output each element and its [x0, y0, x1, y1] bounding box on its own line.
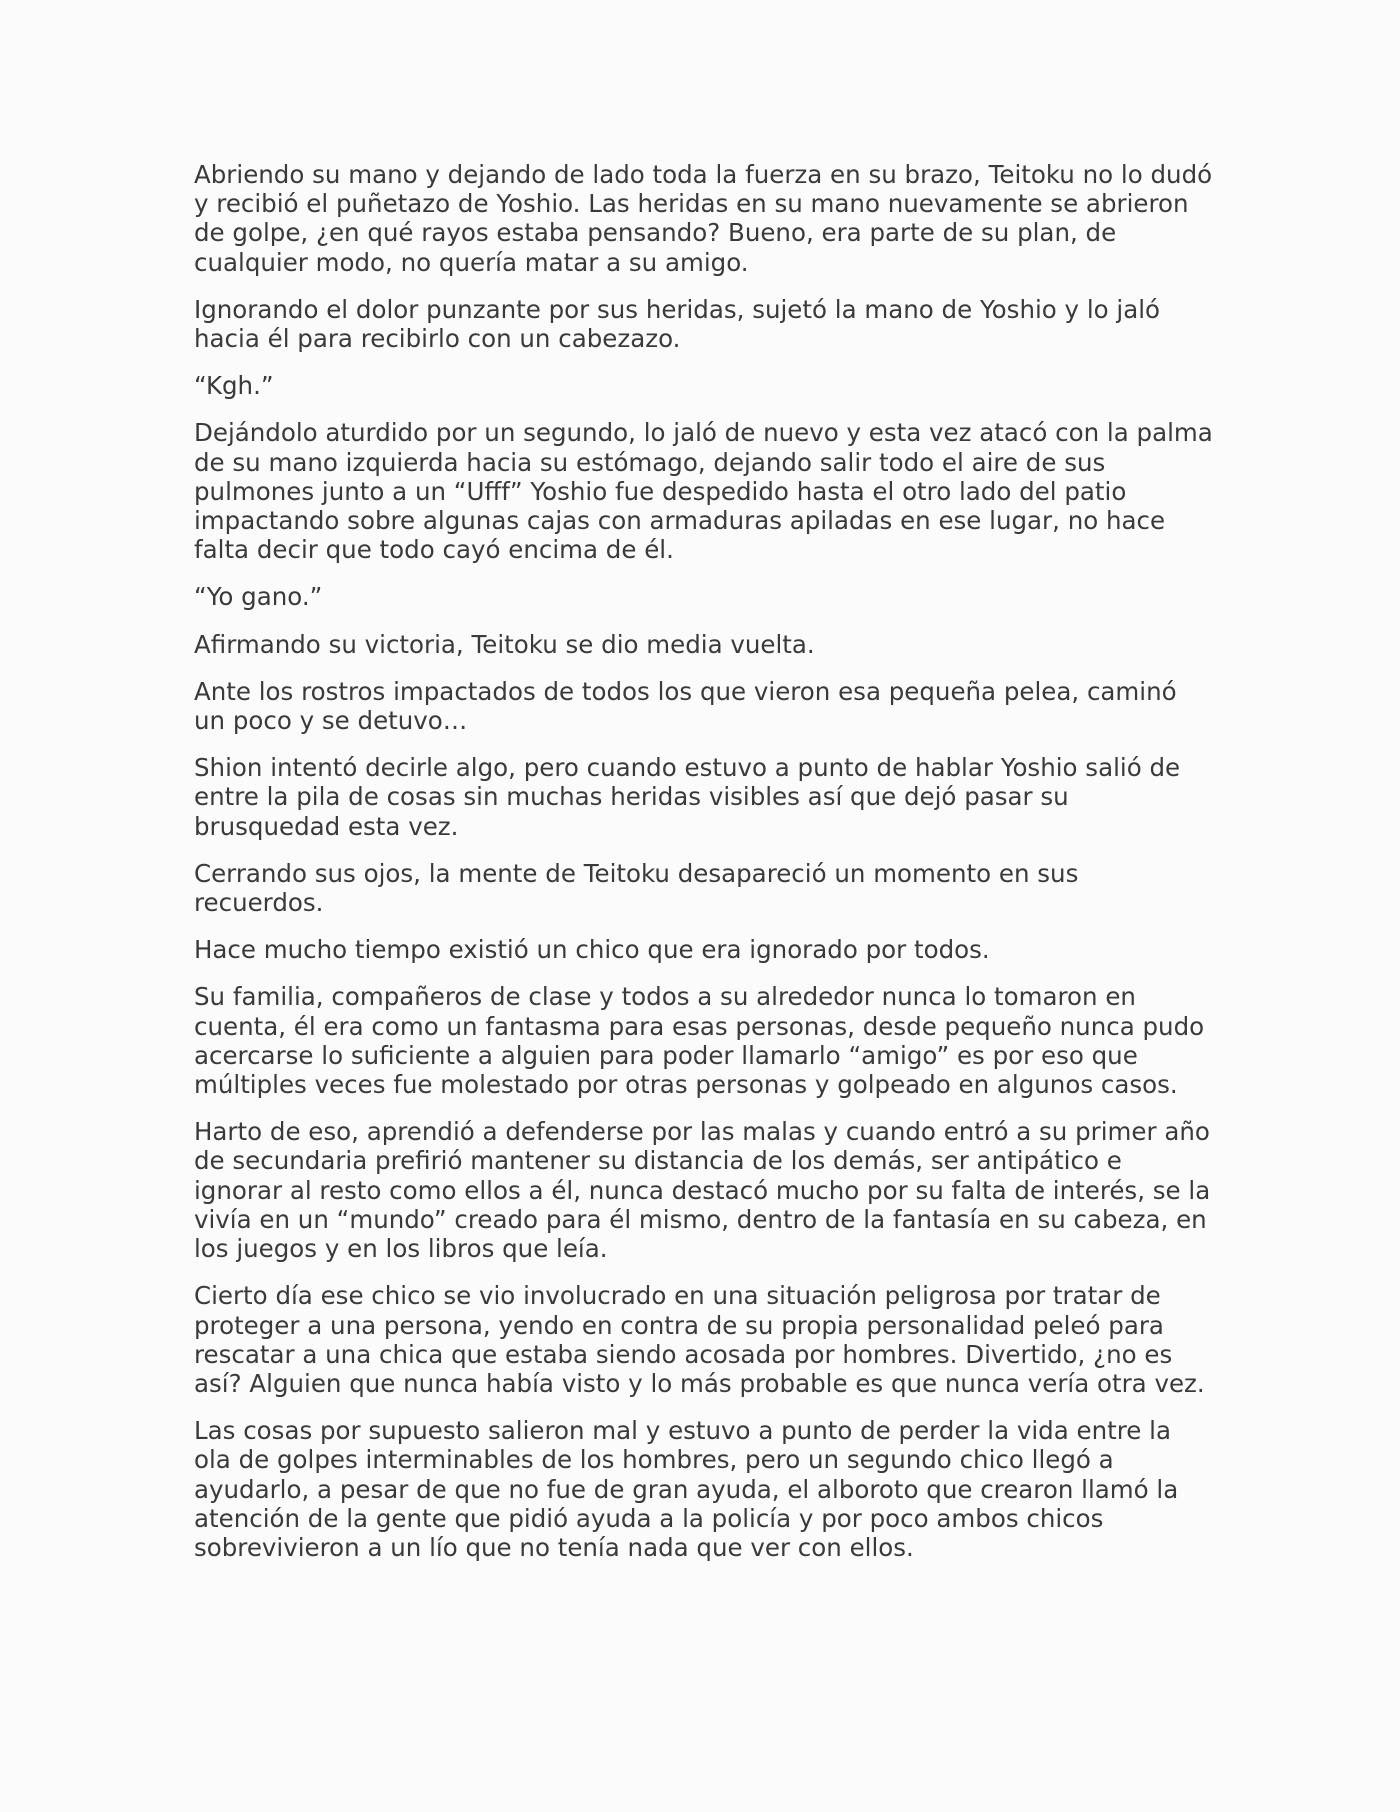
document-body: [194, 160, 1214, 1580]
paragraph: Su familia, compañeros de clase y todos a su alrededor nunca lo tomaron en cuenta, él era como un fantasma para esas personas, desde pequeño nunca pudo acercarse lo suficiente a alguien para poder llamarlo “amigo” es por eso que múltiples veces fue molestado por otras personas y golpeado en algunos casos.: [194, 982, 1205, 1100]
paragraph: “Yo gano.”: [194, 582, 323, 612]
paragraph: Dejándolo aturdido por un segundo, lo jaló de nuevo y esta vez atacó con la palma de su mano izquierda hacia su estómago, dejando salir todo el aire de sus pulmones junto a un “Ufff” Yoshio fue despedido hasta el otro lado del patio impactando sobre algunas cajas con armaduras apiladas en ese lugar, no hace falta decir que todo cayó encima de él.: [194, 418, 1213, 565]
paragraph: Las cosas por supuesto salieron mal y estuvo a punto de perder la vida entre la ola de golpes interminables de los hombres, pero un segundo chico llegó a ayudarlo, a pesar de que no fue de gran ayuda, el alboroto que crearon llamó la atención de la gente que pidió ayuda a la policía y por poco ambos chicos sobrevivieron a un lío que no tenía nada que ver con ellos.: [194, 1416, 1179, 1562]
paragraph: Ante los rostros impactados de todos los que vieron esa pequeña pelea, caminó un poco y se detuvo…: [194, 676, 1177, 736]
paragraph: Harto de eso, aprendió a defenderse por las malas y cuando entró a su primer año de secundaria prefirió mantener su distancia de los demás, ser antipático e ignorar al resto como ellos a él, nunca destacó mucho por su falta de interés, se la vivía en un “mundo” creado para él mismo, dentro de la fantasía en su cabeza, en los juegos y en los libros que leía.: [194, 1117, 1211, 1264]
paragraph: Afirmando su victoria, Teitoku se dio media vuelta.: [194, 629, 815, 659]
paragraph: “Kgh.”: [194, 371, 274, 401]
paragraph: Cerrando sus ojos, la mente de Teitoku desapareció un momento en sus recuerdos.: [194, 858, 1079, 918]
paragraph: Hace mucho tiempo existió un chico que era ignorado por todos.: [194, 935, 990, 965]
paragraph: Cierto día ese chico se vio involucrado en una situación peligrosa por tratar de proteger a una persona, yendo en contra de su propia personalidad peleó para rescatar a una chica que estaba siendo acosada por hombres. Divertido, ¿no es así? Alguien que nunca había visto y lo más probable es que nunca vería otra vez.: [194, 1281, 1205, 1398]
paragraph: Ignorando el dolor punzante por sus heridas, sujetó la mano de Yoshio y lo jaló hacia él para recibirlo con un cabezazo.: [194, 294, 1161, 354]
paragraph: Abriendo su mano y dejando de lado toda la fuerza en su brazo, Teitoku no lo dudó y recibió el puñetazo de Yoshio. Las heridas en su mano nuevamente se abrieron de golpe, ¿en qué rayos estaba pensando? Bueno, era parte de su plan, de cualquier modo, no quería matar a su amigo.: [194, 160, 1213, 277]
paragraph: Shion intentó decirle algo, pero cuando estuvo a punto de hablar Yoshio salió de entre la pila de cosas sin muchas heridas visibles así que dejó pasar su brusquedad esta vez.: [194, 753, 1181, 841]
